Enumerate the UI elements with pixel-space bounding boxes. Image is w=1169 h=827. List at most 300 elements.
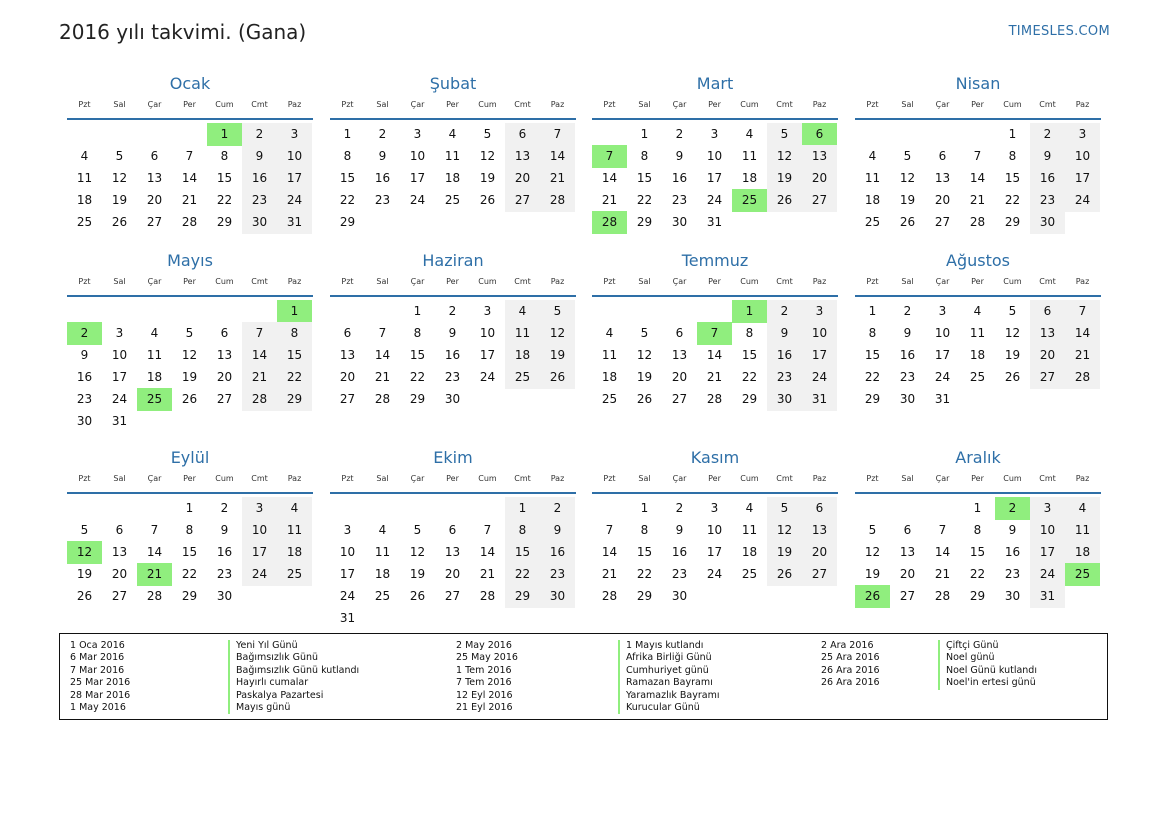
day-cell: 3 bbox=[413, 127, 422, 141]
day-header: Cmt bbox=[251, 474, 268, 483]
day-cell: 9 bbox=[448, 326, 457, 340]
day-cell: 29 bbox=[181, 589, 198, 603]
day-cell: 15 bbox=[277, 344, 312, 367]
day-cell: 25 bbox=[601, 392, 618, 406]
site-link[interactable]: TIMESLES.COM bbox=[1008, 24, 1110, 39]
day-cell: 22 bbox=[636, 567, 653, 581]
day-cell: 25 bbox=[76, 215, 93, 229]
day-cell: 3 bbox=[1030, 497, 1065, 520]
day-cell: 17 bbox=[934, 348, 951, 362]
day-cell: 22 bbox=[1004, 193, 1021, 207]
day-cell: 15 bbox=[1004, 171, 1021, 185]
day-header: Per bbox=[183, 474, 196, 483]
day-header: Pzt bbox=[603, 100, 616, 109]
day-cell: 22 bbox=[864, 370, 881, 384]
day-cell: 25 bbox=[864, 215, 881, 229]
day-cell: 14 bbox=[601, 545, 618, 559]
day-cell: 19 bbox=[111, 193, 128, 207]
day-cell: 7 bbox=[1065, 300, 1100, 323]
legend-holiday-name: Hayırlı cumalar bbox=[236, 677, 309, 689]
day-cell: 8 bbox=[868, 326, 877, 340]
day-cell: 9 bbox=[903, 326, 912, 340]
legend-holiday-name: Yaramazlık Bayramı bbox=[626, 689, 720, 701]
day-header: Sal bbox=[113, 474, 126, 483]
day-cell: 26 bbox=[636, 392, 653, 406]
day-cell: 23 bbox=[1004, 567, 1021, 581]
day-cell: 27 bbox=[505, 189, 540, 212]
day-cell: 21 bbox=[934, 567, 951, 581]
day-cell: 7 bbox=[483, 523, 492, 537]
day-cell: 30 bbox=[767, 388, 802, 411]
day-header: Pzt bbox=[866, 277, 879, 286]
day-cell: 29 bbox=[864, 392, 881, 406]
day-cell: 16 bbox=[1030, 167, 1065, 190]
holiday-day-cell: 25 bbox=[1065, 563, 1100, 586]
day-cell: 22 bbox=[741, 370, 758, 384]
day-cell: 10 bbox=[242, 519, 277, 542]
day-header: Per bbox=[708, 100, 721, 109]
day-header: Sal bbox=[376, 474, 389, 483]
legend-holiday-name: Çiftçi Günü bbox=[946, 640, 999, 651]
day-cell: 21 bbox=[540, 167, 575, 190]
day-cell: 23 bbox=[767, 366, 802, 389]
day-cell: 23 bbox=[444, 370, 461, 384]
day-cell: 14 bbox=[374, 348, 391, 362]
day-header: Cum bbox=[1003, 277, 1022, 286]
day-cell: 15 bbox=[505, 541, 540, 564]
day-cell: 3 bbox=[710, 501, 719, 515]
day-cell: 21 bbox=[969, 193, 986, 207]
day-header-row bbox=[592, 273, 838, 297]
day-cell: 29 bbox=[1004, 215, 1021, 229]
legend-holiday-name: Bağımsızlık Günü bbox=[236, 652, 319, 664]
day-header: Çar bbox=[672, 277, 687, 286]
day-cell: 4 bbox=[150, 326, 159, 340]
day-header: Paz bbox=[1075, 474, 1090, 483]
day-cell: 23 bbox=[216, 567, 233, 581]
day-header-row bbox=[67, 470, 313, 494]
day-cell: 4 bbox=[378, 523, 387, 537]
day-cell: 20 bbox=[671, 370, 688, 384]
day-cell: 15 bbox=[216, 171, 233, 185]
day-cell: 21 bbox=[181, 193, 198, 207]
day-header: Paz bbox=[550, 277, 565, 286]
day-cell: 5 bbox=[413, 523, 422, 537]
day-cell: 5 bbox=[767, 497, 802, 520]
day-header: Cum bbox=[215, 474, 234, 483]
month-name: Şubat bbox=[429, 74, 477, 93]
day-cell: 20 bbox=[505, 167, 540, 190]
day-cell: 7 bbox=[242, 322, 277, 345]
day-cell: 3 bbox=[710, 127, 719, 141]
day-cell: 1 bbox=[185, 501, 194, 515]
day-cell: 20 bbox=[146, 193, 163, 207]
day-cell: 9 bbox=[80, 348, 89, 362]
day-cell: 22 bbox=[339, 193, 356, 207]
day-header: Paz bbox=[550, 474, 565, 483]
day-cell: 9 bbox=[675, 523, 684, 537]
day-cell: 1 bbox=[505, 497, 540, 520]
day-cell: 11 bbox=[969, 326, 986, 340]
day-cell: 18 bbox=[277, 541, 312, 564]
month-1 bbox=[67, 72, 313, 229]
day-cell: 17 bbox=[277, 167, 312, 190]
holiday-day-cell: 2 bbox=[995, 497, 1030, 520]
day-cell: 1 bbox=[640, 127, 649, 141]
day-header: Pzt bbox=[341, 474, 354, 483]
day-cell: 18 bbox=[76, 193, 93, 207]
day-cell: 24 bbox=[409, 193, 426, 207]
day-cell: 15 bbox=[181, 545, 198, 559]
day-cell: 4 bbox=[973, 304, 982, 318]
day-cell: 26 bbox=[767, 563, 802, 586]
day-cell: 20 bbox=[802, 167, 837, 190]
day-header: Çar bbox=[410, 474, 425, 483]
day-cell: 21 bbox=[242, 366, 277, 389]
day-cell: 23 bbox=[540, 563, 575, 586]
day-cell: 16 bbox=[671, 171, 688, 185]
day-header: Çar bbox=[935, 100, 950, 109]
legend-date: 1 Oca 2016 bbox=[70, 640, 125, 651]
day-cell: 2 bbox=[767, 300, 802, 323]
day-cell: 19 bbox=[1004, 348, 1021, 362]
day-cell: 28 bbox=[934, 589, 951, 603]
day-header: Cum bbox=[215, 277, 234, 286]
day-cell: 6 bbox=[675, 326, 684, 340]
legend-date: 25 May 2016 bbox=[456, 652, 518, 664]
day-cell: 18 bbox=[601, 370, 618, 384]
day-cell: 3 bbox=[802, 300, 837, 323]
day-cell: 19 bbox=[767, 167, 802, 190]
day-header: Pzt bbox=[866, 100, 879, 109]
day-cell: 5 bbox=[185, 326, 194, 340]
month-name: Haziran bbox=[422, 251, 484, 270]
day-header: Cmt bbox=[776, 474, 793, 483]
day-cell: 6 bbox=[1030, 300, 1065, 323]
month-7 bbox=[592, 249, 838, 406]
day-header: Çar bbox=[672, 474, 687, 483]
day-cell: 7 bbox=[378, 326, 387, 340]
day-cell: 16 bbox=[899, 348, 916, 362]
day-cell: 2 bbox=[675, 501, 684, 515]
day-cell: 22 bbox=[216, 193, 233, 207]
day-header: Cmt bbox=[776, 277, 793, 286]
day-cell: 25 bbox=[444, 193, 461, 207]
day-cell: 2 bbox=[220, 501, 229, 515]
day-cell: 30 bbox=[76, 414, 93, 428]
day-cell: 2 bbox=[675, 127, 684, 141]
day-cell: 17 bbox=[706, 545, 723, 559]
day-cell: 21 bbox=[601, 567, 618, 581]
day-header: Cum bbox=[478, 277, 497, 286]
day-cell: 11 bbox=[444, 149, 461, 163]
day-cell: 10 bbox=[802, 322, 837, 345]
day-cell: 13 bbox=[802, 145, 837, 168]
day-header: Paz bbox=[812, 100, 827, 109]
legend-holiday-name: Cumhuriyet günü bbox=[626, 664, 709, 676]
day-header: Cum bbox=[1003, 100, 1022, 109]
day-cell: 20 bbox=[111, 567, 128, 581]
day-header: Paz bbox=[1075, 100, 1090, 109]
day-header: Pzt bbox=[603, 474, 616, 483]
legend-date: 7 Tem 2016 bbox=[456, 677, 512, 689]
day-header-row bbox=[592, 96, 838, 120]
day-cell: 11 bbox=[1065, 519, 1100, 542]
day-cell: 18 bbox=[864, 193, 881, 207]
day-cell: 25 bbox=[374, 589, 391, 603]
day-cell: 21 bbox=[479, 567, 496, 581]
day-cell: 13 bbox=[146, 171, 163, 185]
day-header-row bbox=[67, 96, 313, 120]
day-cell: 20 bbox=[802, 541, 837, 564]
day-header: Cmt bbox=[1039, 100, 1056, 109]
day-cell: 23 bbox=[899, 370, 916, 384]
day-cell: 9 bbox=[675, 149, 684, 163]
month-5 bbox=[67, 249, 313, 428]
day-header: Pzt bbox=[341, 100, 354, 109]
day-cell: 26 bbox=[181, 392, 198, 406]
day-cell: 31 bbox=[277, 211, 312, 234]
day-cell: 17 bbox=[802, 344, 837, 367]
holiday-day-cell: 7 bbox=[592, 145, 627, 168]
month-10 bbox=[330, 446, 576, 625]
day-cell: 16 bbox=[1004, 545, 1021, 559]
day-header: Cum bbox=[478, 100, 497, 109]
day-cell: 29 bbox=[339, 215, 356, 229]
legend-holiday-name: Mayıs günü bbox=[236, 702, 291, 714]
day-header: Per bbox=[183, 277, 196, 286]
legend-holiday-name: Yeni Yıl Günü bbox=[236, 640, 298, 651]
day-header: Çar bbox=[410, 277, 425, 286]
day-header: Cum bbox=[478, 474, 497, 483]
day-cell: 12 bbox=[767, 145, 802, 168]
holiday-day-cell: 12 bbox=[67, 541, 102, 564]
month-2 bbox=[330, 72, 576, 229]
day-cell: 6 bbox=[903, 523, 912, 537]
day-header: Çar bbox=[410, 100, 425, 109]
day-header: Sal bbox=[638, 100, 651, 109]
month-name: Mart bbox=[696, 74, 734, 93]
month-9 bbox=[67, 446, 313, 603]
day-header: Per bbox=[446, 100, 459, 109]
day-cell: 13 bbox=[111, 545, 128, 559]
legend-names-column bbox=[618, 640, 720, 714]
day-cell: 18 bbox=[741, 171, 758, 185]
day-cell: 13 bbox=[934, 171, 951, 185]
day-header: Sal bbox=[901, 277, 914, 286]
day-header-row bbox=[330, 470, 576, 494]
day-cell: 5 bbox=[767, 123, 802, 146]
day-cell: 1 bbox=[868, 304, 877, 318]
day-header-row bbox=[592, 470, 838, 494]
day-cell: 24 bbox=[111, 392, 128, 406]
day-cell: 14 bbox=[181, 171, 198, 185]
day-header-row bbox=[855, 470, 1101, 494]
day-cell: 24 bbox=[1030, 563, 1065, 586]
legend-date: 1 Tem 2016 bbox=[456, 664, 512, 676]
day-cell: 21 bbox=[374, 370, 391, 384]
legend-names-column bbox=[938, 640, 1037, 690]
day-cell: 24 bbox=[242, 563, 277, 586]
day-cell: 4 bbox=[505, 300, 540, 323]
day-cell: 22 bbox=[505, 563, 540, 586]
day-header: Cum bbox=[740, 277, 759, 286]
month-name: Temmuz bbox=[681, 251, 749, 270]
legend-date: 12 Eyl 2016 bbox=[456, 689, 513, 701]
day-cell: 6 bbox=[938, 149, 947, 163]
day-header: Per bbox=[183, 100, 196, 109]
day-cell: 20 bbox=[1030, 344, 1065, 367]
day-cell: 14 bbox=[146, 545, 163, 559]
day-cell: 18 bbox=[444, 171, 461, 185]
day-cell: 11 bbox=[146, 348, 163, 362]
day-cell: 24 bbox=[802, 366, 837, 389]
day-cell: 1 bbox=[640, 501, 649, 515]
day-cell: 17 bbox=[339, 567, 356, 581]
day-header: Cmt bbox=[776, 100, 793, 109]
day-cell: 11 bbox=[741, 523, 758, 537]
day-cell: 1 bbox=[973, 501, 982, 515]
day-header: Pzt bbox=[603, 277, 616, 286]
day-cell: 26 bbox=[111, 215, 128, 229]
day-cell: 15 bbox=[339, 171, 356, 185]
day-cell: 23 bbox=[671, 567, 688, 581]
day-cell: 2 bbox=[378, 127, 387, 141]
day-header-row bbox=[855, 96, 1101, 120]
day-cell: 16 bbox=[540, 541, 575, 564]
day-cell: 15 bbox=[409, 348, 426, 362]
day-cell: 2 bbox=[540, 497, 575, 520]
day-cell: 2 bbox=[242, 123, 277, 146]
day-header: Paz bbox=[812, 474, 827, 483]
day-cell: 5 bbox=[115, 149, 124, 163]
month-name: Mayıs bbox=[167, 251, 213, 270]
day-cell: 16 bbox=[374, 171, 391, 185]
day-cell: 4 bbox=[448, 127, 457, 141]
day-header: Cmt bbox=[1039, 474, 1056, 483]
day-header: Paz bbox=[287, 100, 302, 109]
day-cell: 1 bbox=[1008, 127, 1017, 141]
day-cell: 9 bbox=[378, 149, 387, 163]
month-6 bbox=[330, 249, 576, 406]
day-cell: 13 bbox=[505, 145, 540, 168]
day-cell: 13 bbox=[339, 348, 356, 362]
day-cell: 19 bbox=[864, 567, 881, 581]
day-cell: 14 bbox=[934, 545, 951, 559]
day-cell: 16 bbox=[76, 370, 93, 384]
day-cell: 3 bbox=[277, 123, 312, 146]
day-header: Paz bbox=[550, 100, 565, 109]
day-header-row bbox=[855, 273, 1101, 297]
day-header: Pzt bbox=[78, 277, 91, 286]
day-cell: 12 bbox=[864, 545, 881, 559]
holiday-day-cell: 25 bbox=[732, 189, 767, 212]
day-cell: 29 bbox=[216, 215, 233, 229]
day-header: Per bbox=[708, 474, 721, 483]
month-name: Ağustos bbox=[946, 251, 1010, 270]
legend-holiday-name: Noel günü bbox=[946, 652, 995, 664]
legend-names-column bbox=[228, 640, 359, 714]
day-cell: 7 bbox=[185, 149, 194, 163]
day-header: Cum bbox=[1003, 474, 1022, 483]
day-header: Çar bbox=[935, 277, 950, 286]
holiday-day-cell: 1 bbox=[207, 123, 242, 146]
day-cell: 12 bbox=[636, 348, 653, 362]
month-name: Kasım bbox=[690, 448, 740, 467]
day-cell: 29 bbox=[636, 589, 653, 603]
day-cell: 27 bbox=[802, 563, 837, 586]
day-cell: 18 bbox=[741, 545, 758, 559]
day-header: Sal bbox=[376, 100, 389, 109]
month-8 bbox=[855, 249, 1101, 406]
day-header: Per bbox=[971, 277, 984, 286]
day-cell: 11 bbox=[277, 519, 312, 542]
day-cell: 12 bbox=[899, 171, 916, 185]
day-cell: 29 bbox=[409, 392, 426, 406]
month-name: Ekim bbox=[433, 448, 473, 467]
day-cell: 24 bbox=[339, 589, 356, 603]
day-cell: 19 bbox=[636, 370, 653, 384]
legend-holiday-name: Bağımsızlık Günü kutlandı bbox=[236, 664, 360, 676]
day-cell: 9 bbox=[767, 322, 802, 345]
holiday-day-cell: 25 bbox=[137, 388, 172, 411]
holiday-legend bbox=[59, 633, 1108, 720]
day-cell: 2 bbox=[903, 304, 912, 318]
legend-holiday-name: Ramazan Bayramı bbox=[626, 677, 713, 689]
day-cell: 4 bbox=[745, 501, 754, 515]
day-cell: 24 bbox=[1065, 189, 1100, 212]
day-cell: 4 bbox=[868, 149, 877, 163]
day-header: Paz bbox=[287, 474, 302, 483]
day-cell: 7 bbox=[150, 523, 159, 537]
holiday-day-cell: 21 bbox=[137, 563, 172, 586]
day-cell: 3 bbox=[1065, 123, 1100, 146]
day-cell: 25 bbox=[741, 567, 758, 581]
legend-date: 2 May 2016 bbox=[456, 640, 512, 651]
day-cell: 29 bbox=[969, 589, 986, 603]
day-cell: 11 bbox=[864, 171, 881, 185]
day-cell: 17 bbox=[479, 348, 496, 362]
day-cell: 18 bbox=[505, 344, 540, 367]
day-header: Sal bbox=[901, 474, 914, 483]
day-cell: 10 bbox=[706, 523, 723, 537]
day-cell: 3 bbox=[115, 326, 124, 340]
day-cell: 8 bbox=[1008, 149, 1017, 163]
day-cell: 26 bbox=[540, 366, 575, 389]
day-cell: 30 bbox=[899, 392, 916, 406]
legend-dates-column bbox=[456, 640, 518, 714]
day-cell: 13 bbox=[899, 545, 916, 559]
day-cell: 13 bbox=[802, 519, 837, 542]
day-cell: 26 bbox=[409, 589, 426, 603]
day-cell: 17 bbox=[1065, 167, 1100, 190]
day-cell: 8 bbox=[413, 326, 422, 340]
day-cell: 26 bbox=[76, 589, 93, 603]
day-cell: 10 bbox=[339, 545, 356, 559]
day-cell: 3 bbox=[343, 523, 352, 537]
day-cell: 5 bbox=[80, 523, 89, 537]
day-cell: 31 bbox=[111, 414, 128, 428]
day-cell: 24 bbox=[479, 370, 496, 384]
day-cell: 8 bbox=[505, 519, 540, 542]
day-header: Paz bbox=[1075, 277, 1090, 286]
day-cell: 16 bbox=[444, 348, 461, 362]
day-cell: 5 bbox=[640, 326, 649, 340]
legend-date: 21 Eyl 2016 bbox=[456, 702, 513, 714]
day-cell: 11 bbox=[505, 322, 540, 345]
month-name: Nisan bbox=[955, 74, 1001, 93]
day-cell: 15 bbox=[636, 545, 653, 559]
